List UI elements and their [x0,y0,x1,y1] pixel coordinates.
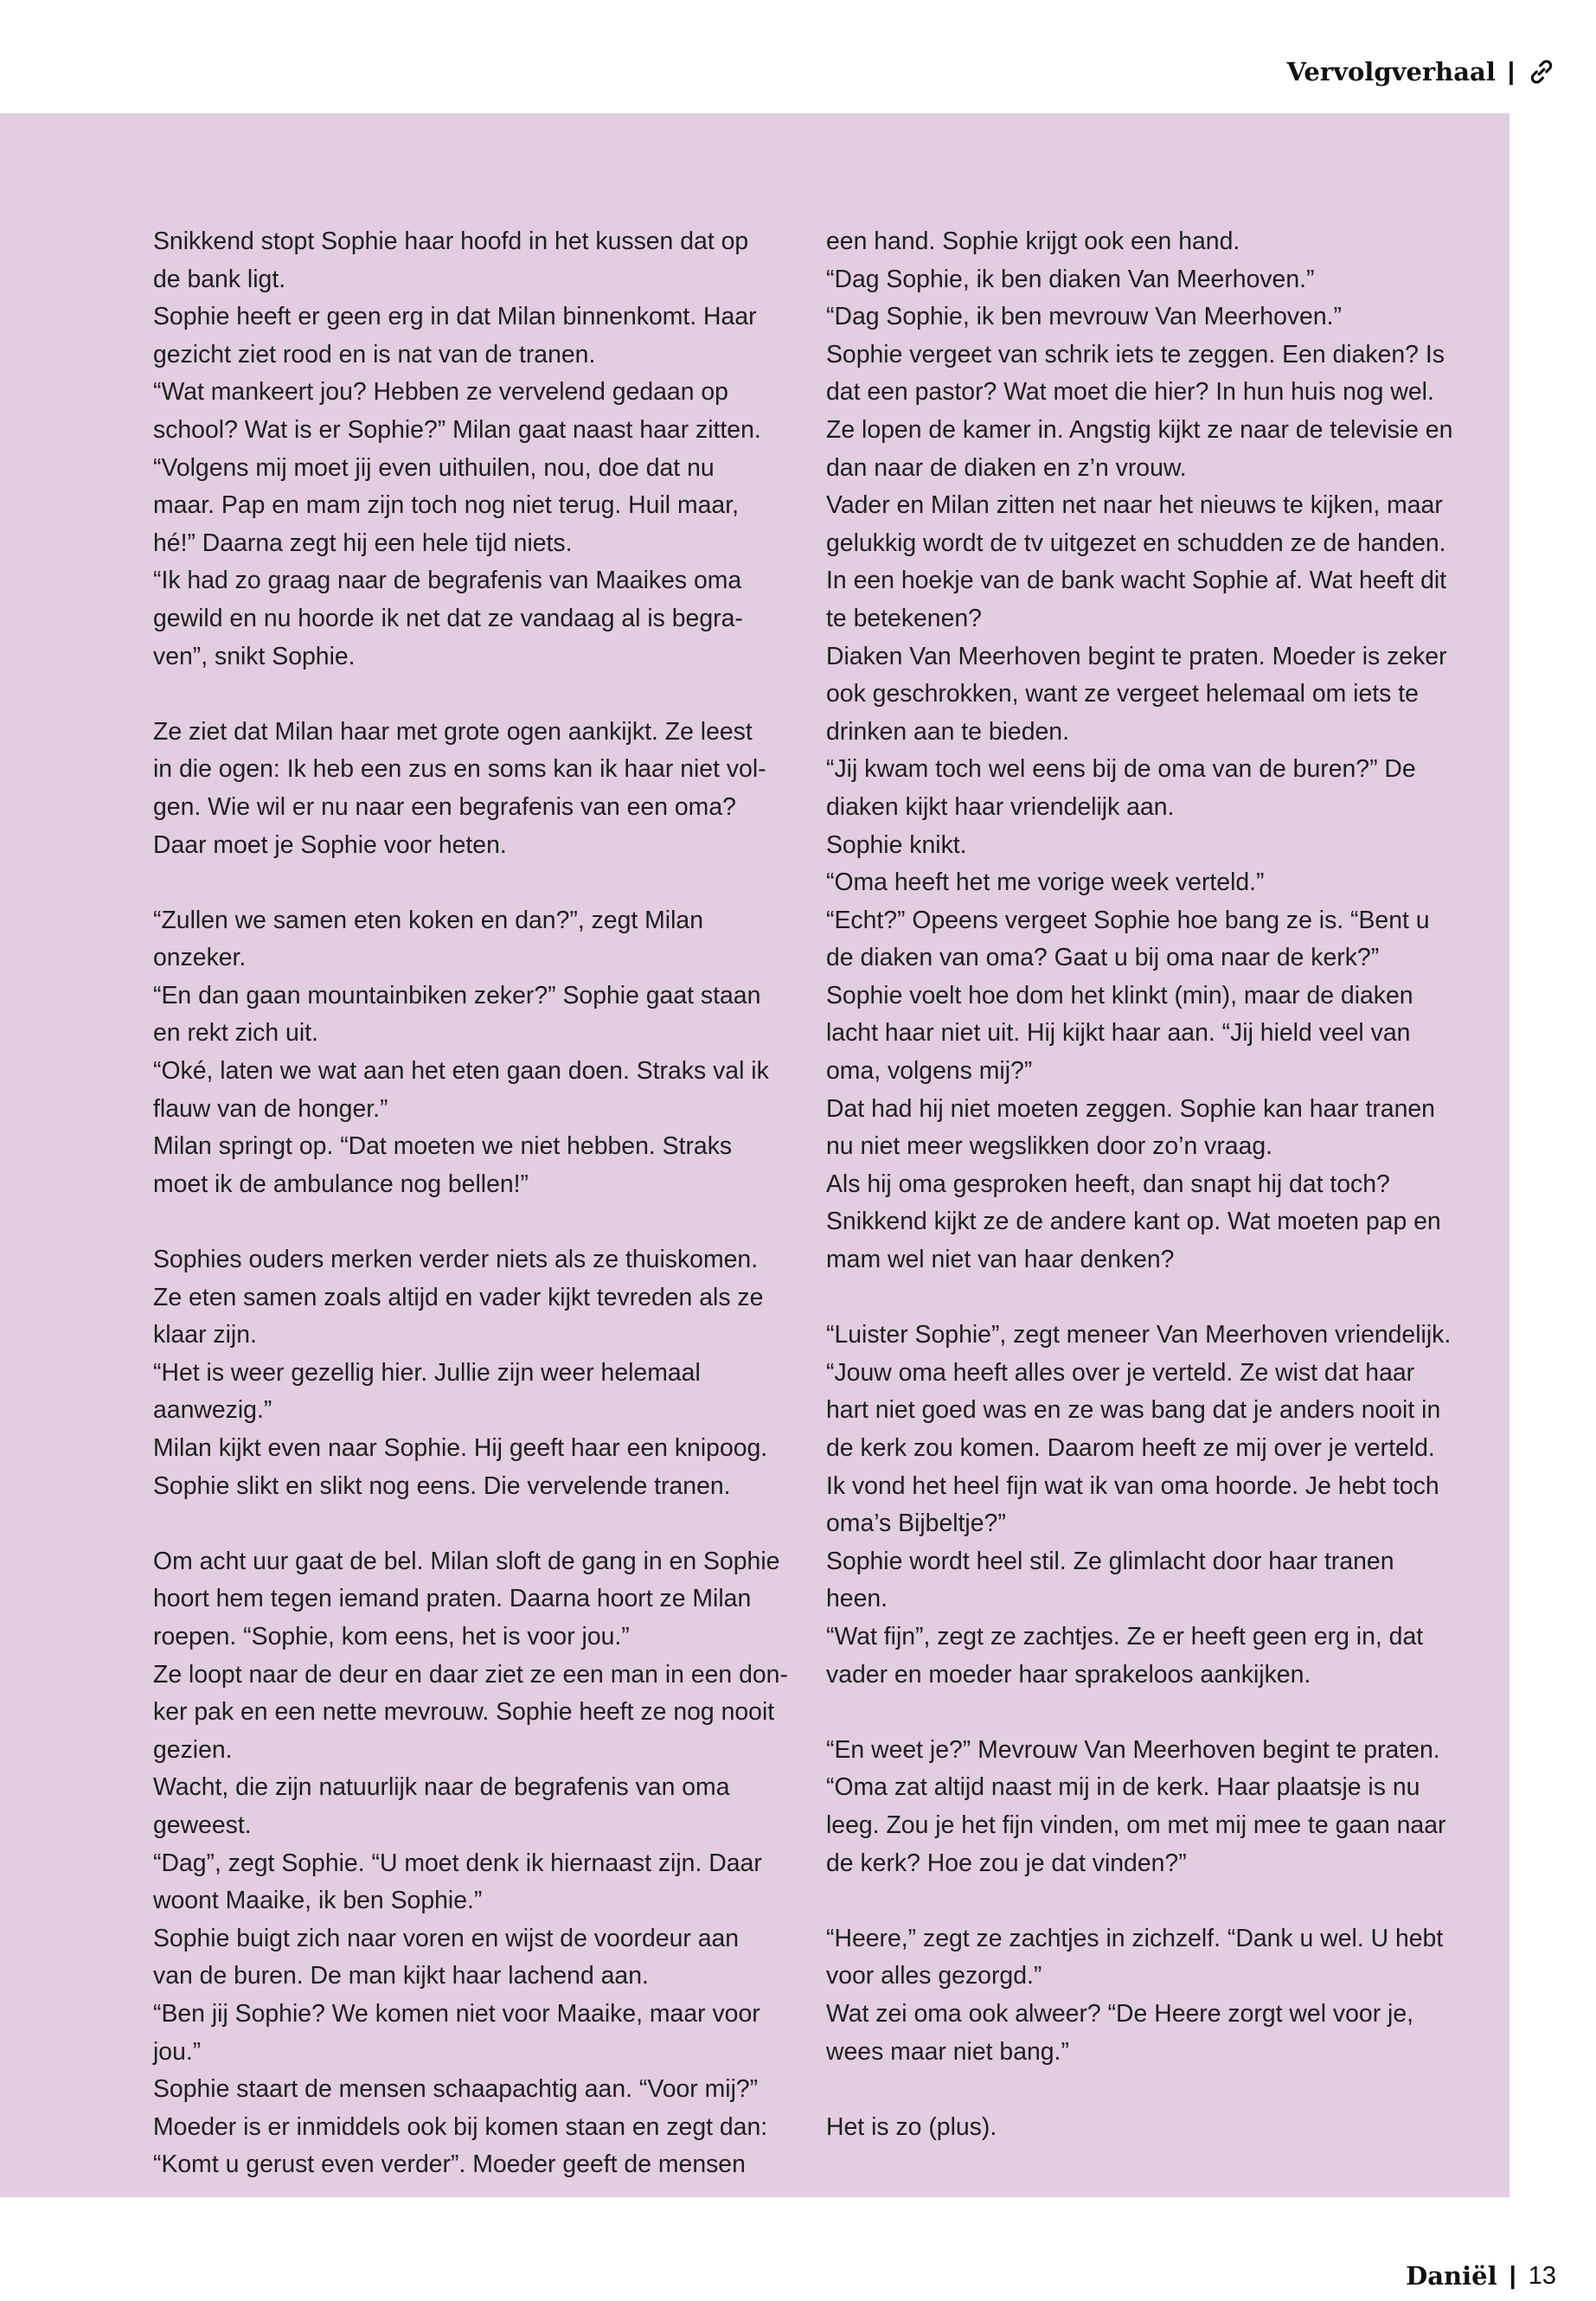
text-line: flauw van de honger.” [153,1094,388,1123]
text-line: “Luister Sophie”, zegt meneer Van Meerhoven vriendelijk. [826,1321,1452,1349]
text-line: “Wat mankeert jou? Hebben ze vervelend gedaan op [153,378,728,407]
text-line: “Jouw oma heeft alles over je verteld. Ze wist dat haar [826,1358,1415,1387]
text-line: “Dag Sophie, ik ben mevrouw Van Meerhoven.” [826,303,1342,331]
text-line: dan naar de diaken en z’n vrouw. [826,453,1187,482]
text-line: “Heere,” zegt ze zachtjes in zichzelf. “Dank u wel. U hebt [826,1924,1444,1952]
text-line: gen. Wie wil er nu naar een begrafenis van een oma? [153,792,736,821]
text-line: Ik vond het heel fijn wat ik van oma hoorde. Je hebt toch [826,1471,1439,1500]
text-line: aanwezig.” [153,1396,272,1425]
story-column-left [153,223,793,2184]
text-line: oma, volgens mij?” [826,1057,1033,1086]
text-line: Vader en Milan zitten net naar het nieuws te kijken, maar [826,491,1443,520]
text-line: Sophie vergeet van schrik iets te zeggen. Een diaken? Is [826,340,1445,369]
text-line: Ze ziet dat Milan haar met grote ogen aankijkt. Ze leest [153,717,753,746]
text-line: Moeder is er inmiddels ook bij komen staan en zegt dan: [153,2112,768,2141]
text-line: Als hij oma gesproken heeft, dan snapt hij dat toch? [826,1170,1390,1198]
text-line: gewild en nu hoorde ik net dat ze vandaag al is begra- [153,604,743,632]
text-line: Sophie wordt heel stil. Ze glimlacht door haar tranen [826,1547,1394,1575]
text-line: voor alles gezorgd.” [826,1962,1042,1990]
text-line: mam wel niet van haar denken? [826,1246,1175,1274]
text-line: gezicht ziet rood en is nat van de tranen. [153,340,596,369]
text-line: Snikkend kijkt ze de andere kant op. Wat moeten pap en [826,1208,1441,1236]
text-line: “Oma heeft het me vorige week verteld.” [826,868,1265,897]
page-header [1287,57,1556,87]
text-line: Diaken Van Meerhoven begint te praten. Moeder is zeker [826,642,1447,670]
text-line: Ze loopt naar de deur en daar ziet ze een man in een don- [153,1660,788,1689]
text-line: Wat zei oma ook alweer? “De Heere zorgt wel voor je, [826,1999,1414,2028]
text-line: “Komt u gerust even verder”. Moeder geeft de mensen [153,2150,746,2179]
text-line: de bank ligt. [153,265,286,293]
text-line: heen. [826,1585,888,1613]
text-line: Sophie knikt. [826,830,967,859]
text-line: een hand. Sophie krijgt ook een hand. [826,228,1240,255]
text-line: Sophie voelt hoe dom het klinkt (min), maar de diaken [826,981,1413,1009]
text-line: te betekenen? [826,604,982,632]
text-line: de kerk? Hoe zou je dat vinden?” [826,1849,1187,1877]
paragraph-gap [153,864,793,902]
text-line: Milan kijkt even naar Sophie. Hij geeft haar een knipoog. [153,1434,768,1462]
text-line: Wacht, die zijn natuurlijk naar de begrafenis van oma [153,1773,730,1802]
link-icon [1527,57,1556,87]
text-line: “Dag”, zegt Sophie. “U moet denk ik hiernaast zijn. Daar [153,1849,762,1877]
text-line: Ze lopen de kamer in. Angstig kijkt ze naar de televisie en [826,415,1453,444]
text-line: Daar moet je Sophie voor heten. [153,830,507,859]
text-line: gelukkig wordt de tv uitgezet en schudden ze de handen. [826,529,1446,557]
paragraph-gap [826,1279,1466,1317]
paragraph-gap [153,1505,793,1543]
text-line: Snikkend stopt Sophie haar hoofd in het kussen dat op [153,228,749,255]
header-separator: | [1507,57,1515,86]
paragraph-gap [826,2071,1466,2109]
text-line: “En dan gaan mountainbiken zeker?” Sophie gaat staan [153,981,761,1009]
text-line: hoort hem tegen iemand praten. Daarna hoort ze Milan [153,1585,752,1613]
text-line: Dat had hij niet moeten zeggen. Sophie kan haar tranen [826,1094,1435,1123]
text-line: jou.” [153,2037,202,2066]
text-line: geweest. [153,1811,252,1839]
text-line: vader en moeder haar sprakeloos aankijken. [826,1660,1311,1689]
text-line: “Ben jij Sophie? We komen niet voor Maaike, maar voor [153,1999,760,2028]
text-line: “Zullen we samen eten koken en dan?”, zegt Milan onzeker. [153,906,703,972]
text-line: Sophie slikt en slikt nog eens. Die vervelende tranen. [153,1471,731,1500]
paragraph-gap [153,1203,793,1241]
text-line: “Echt?” Opeens vergeet Sophie hoe bang ze is. “Bent u [826,906,1430,934]
text-line: “Het is weer gezellig hier. Jullie zijn weer helemaal [153,1358,701,1387]
text-line: en rekt zich uit. [153,1019,318,1048]
paragraph-gap [153,676,793,714]
text-line: diaken kijkt haar vriendelijk aan. [826,792,1175,821]
text-line: ook geschrokken, want ze vergeet helemaal om iets te [826,680,1419,708]
text-line: “Oké, laten we wat aan het eten gaan doen. Straks val ik [153,1057,769,1086]
section-title: Vervolgverhaal [1286,57,1496,87]
text-line: ker pak en een nette mevrouw. Sophie heeft ze nog nooit [153,1698,775,1727]
text-line: de diaken van oma? Gaat u bij oma naar de kerk?” [826,944,1380,972]
text-line: “Ik had zo graag naar de begrafenis van Maaikes oma [153,567,742,595]
text-line: Sophies ouders merken verder niets als ze thuiskomen. [153,1246,759,1274]
text-line: lacht haar niet uit. Hij kijkt haar aan. “Jij hield veel van [826,1019,1411,1048]
text-line: Om acht uur gaat de bel. Milan sloft de gang in en Sophie [153,1547,780,1575]
footer-separator: | [1509,2261,1516,2290]
text-line: klaar zijn. [153,1321,257,1349]
story-column-right [826,223,1466,2146]
text-line: Sophie staart de mensen schaapachtig aan. “Voor mij?” [153,2075,759,2104]
text-line: Sophie heeft er geen erg in dat Milan binnenkomt. Haar [153,303,757,331]
text-line: hart niet goed was en ze was bang dat je anders nooit in [826,1396,1441,1425]
text-line: “Wat fijn”, zegt ze zachtjes. Ze er heeft geen erg in, dat [826,1622,1424,1650]
text-line: gezien. [153,1735,233,1764]
page-number: 13 [1528,2261,1556,2290]
text-line: moet ik de ambulance nog bellen!” [153,1170,529,1198]
text-line: hé!” Daarna zegt hij een hele tijd niets. [153,529,573,557]
text-line: “Oma zat altijd naast mij in de kerk. Haar plaatsje is nu [826,1773,1420,1802]
magazine-name: Daniël [1406,2261,1497,2291]
text-line: In een hoekje van de bank wacht Sophie af. Wat heeft dit [826,567,1447,595]
paragraph-gap [826,1882,1466,1920]
text-line: “En weet je?” Mevrouw Van Meerhoven begint te praten. [826,1735,1440,1764]
text-line: oma’s Bijbeltje?” [826,1509,1006,1538]
text-line: school? Wat is er Sophie?” Milan gaat naast haar zitten. [153,415,761,444]
text-line: woont Maaike, ik ben Sophie.” [153,1887,483,1915]
text-line: maar. Pap en mam zijn toch nog niet terug. Huil maar, [153,491,739,520]
page-footer [1406,2261,1556,2291]
text-line: Milan springt op. “Dat moeten we niet hebben. Straks [153,1132,733,1161]
text-line: “Dag Sophie, ik ben diaken Van Meerhoven.” [826,265,1315,293]
text-line: leeg. Zou je het fijn vinden, om met mij mee te gaan naar [826,1811,1446,1839]
text-line: Het is zo (plus). [826,2112,997,2141]
text-line: in die ogen: Ik heb een zus en soms kan ik haar niet vol- [153,755,766,784]
text-line: dat een pastor? Wat moet die hier? In hun huis nog wel. [826,378,1434,407]
text-line: “Jij kwam toch wel eens bij de oma van de buren?” De [826,755,1416,784]
text-line: “Volgens mij moet jij even uithuilen, nou, doe dat nu [153,453,715,482]
text-line: roepen. “Sophie, kom eens, het is voor jou.” [153,1622,630,1650]
text-line: de kerk zou komen. Daarom heeft ze mij over je verteld. [826,1434,1435,1462]
text-line: van de buren. De man kijkt haar lachend aan. [153,1962,649,1990]
text-line: drinken aan te bieden. [826,717,1069,746]
text-line: Sophie buigt zich naar voren en wijst de voordeur aan [153,1924,740,1952]
paragraph-gap [826,1694,1466,1732]
text-line: nu niet meer wegslikken door zo’n vraag. [826,1132,1273,1161]
text-line: wees maar niet bang.” [826,2037,1069,2066]
text-line: Ze eten samen zoals altijd en vader kijkt tevreden als ze [153,1283,764,1311]
text-line: ven”, snikt Sophie. [153,642,356,670]
